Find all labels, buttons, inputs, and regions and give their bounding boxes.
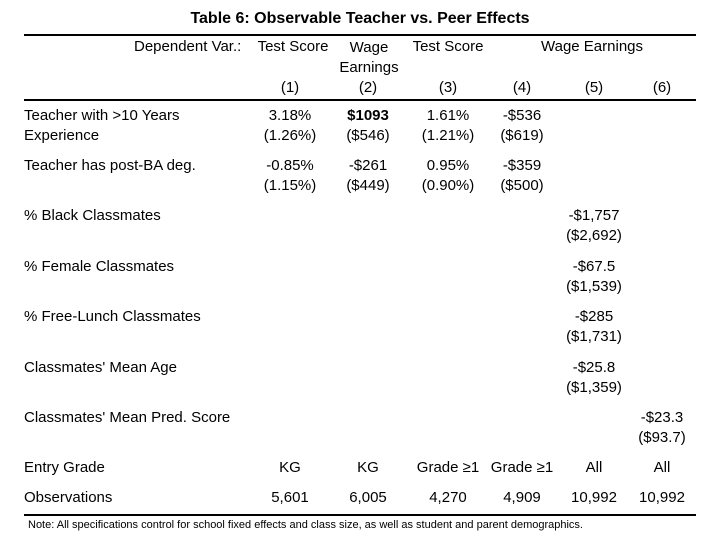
cell-std-error: ($500) (500, 177, 544, 194)
cell-std-error: ($449) (346, 177, 390, 194)
observations-cell: 10,992 (571, 489, 617, 506)
cell-estimate: -$25.8 (572, 359, 616, 376)
row-label: % Female Classmates (24, 258, 175, 275)
cell-estimate: $1093 (347, 107, 389, 124)
row-label: Classmates' Mean Pred. Score (24, 409, 231, 426)
col-header-3: (3) (438, 79, 458, 96)
group-header-test-score-2: Test Score (412, 38, 484, 55)
entry-grade-label: Entry Grade (24, 459, 105, 476)
entry-grade-cell: KG (279, 459, 301, 476)
table-note: Note: All specifications control for school fixed effects and class size, as well as student and parent demographics. (28, 519, 583, 531)
cell-std-error: (1.15%) (263, 177, 317, 194)
table-cell (406, 156, 490, 196)
observations-cell: 10,992 (639, 489, 685, 506)
cell-estimate: 0.95% (426, 157, 470, 174)
row-label: % Free-Lunch Classmates (24, 308, 201, 325)
observations-cell: 4,909 (503, 489, 541, 506)
table-cell (326, 106, 410, 146)
group-header-wage-earnings-1: Wage Earnings (339, 39, 399, 76)
table-cell (552, 206, 636, 246)
col-header-5: (5) (584, 79, 604, 96)
entry-grade-cell: All (585, 459, 603, 476)
table-cell (248, 106, 332, 146)
bottom-rule (24, 514, 696, 516)
table-cell (326, 156, 410, 196)
cell-std-error: ($1,359) (566, 379, 622, 396)
row-label: Teacher with >10 Years Experience (24, 107, 180, 144)
top-rule (24, 34, 696, 36)
cell-estimate: -$23.3 (640, 409, 684, 426)
cell-std-error: (0.90%) (421, 177, 475, 194)
cell-std-error: ($2,692) (566, 227, 622, 244)
cell-std-error: (1.21%) (421, 127, 475, 144)
table-cell (552, 257, 636, 297)
row-label: Teacher has post-BA deg. (24, 157, 196, 174)
cell-estimate: -0.85% (266, 157, 314, 174)
cell-estimate: -$285 (574, 308, 614, 325)
group-header-wage-earnings-2: Wage Earnings (541, 38, 643, 55)
table-title: Table 6: Observable Teacher vs. Peer Effects (190, 10, 530, 27)
group-header-test-score-1: Test Score (257, 38, 329, 55)
row-label: Classmates' Mean Age (24, 359, 177, 376)
table-cell (480, 156, 564, 196)
table-cell (248, 156, 332, 196)
observations-cell: 4,270 (429, 489, 467, 506)
observations-cell: 5,601 (271, 489, 309, 506)
dependent-var-label: Dependent Var.: (134, 38, 242, 55)
cell-estimate: -$536 (502, 107, 542, 124)
cell-std-error: ($1,731) (566, 328, 622, 345)
observations-cell: 6,005 (349, 489, 387, 506)
cell-std-error: ($546) (346, 127, 390, 144)
cell-estimate: 3.18% (268, 107, 312, 124)
cell-estimate: 1.61% (426, 107, 470, 124)
col-header-6: (6) (652, 79, 672, 96)
cell-estimate: -$261 (348, 157, 388, 174)
cell-std-error: ($619) (500, 127, 544, 144)
col-header-4: (4) (512, 79, 532, 96)
header-rule (24, 99, 696, 101)
table-cell (480, 106, 564, 146)
table-cell (552, 358, 636, 398)
cell-estimate: -$1,757 (568, 207, 620, 224)
table-cell (620, 408, 704, 448)
entry-grade-cell: Grade ≥1 (416, 459, 480, 476)
entry-grade-cell: KG (357, 459, 379, 476)
cell-std-error: ($1,539) (566, 278, 622, 295)
row-label: % Black Classmates (24, 207, 161, 224)
table-cell (552, 307, 636, 347)
entry-grade-cell: All (653, 459, 671, 476)
cell-std-error: ($93.7) (638, 429, 686, 446)
table-cell (406, 106, 490, 146)
cell-std-error: (1.26%) (263, 127, 317, 144)
col-header-2: (2) (358, 79, 378, 96)
cell-estimate: -$67.5 (572, 258, 616, 275)
cell-estimate: -$359 (502, 157, 542, 174)
col-header-1: (1) (280, 79, 300, 96)
observations-label: Observations (24, 489, 113, 506)
entry-grade-cell: Grade ≥1 (490, 459, 554, 476)
